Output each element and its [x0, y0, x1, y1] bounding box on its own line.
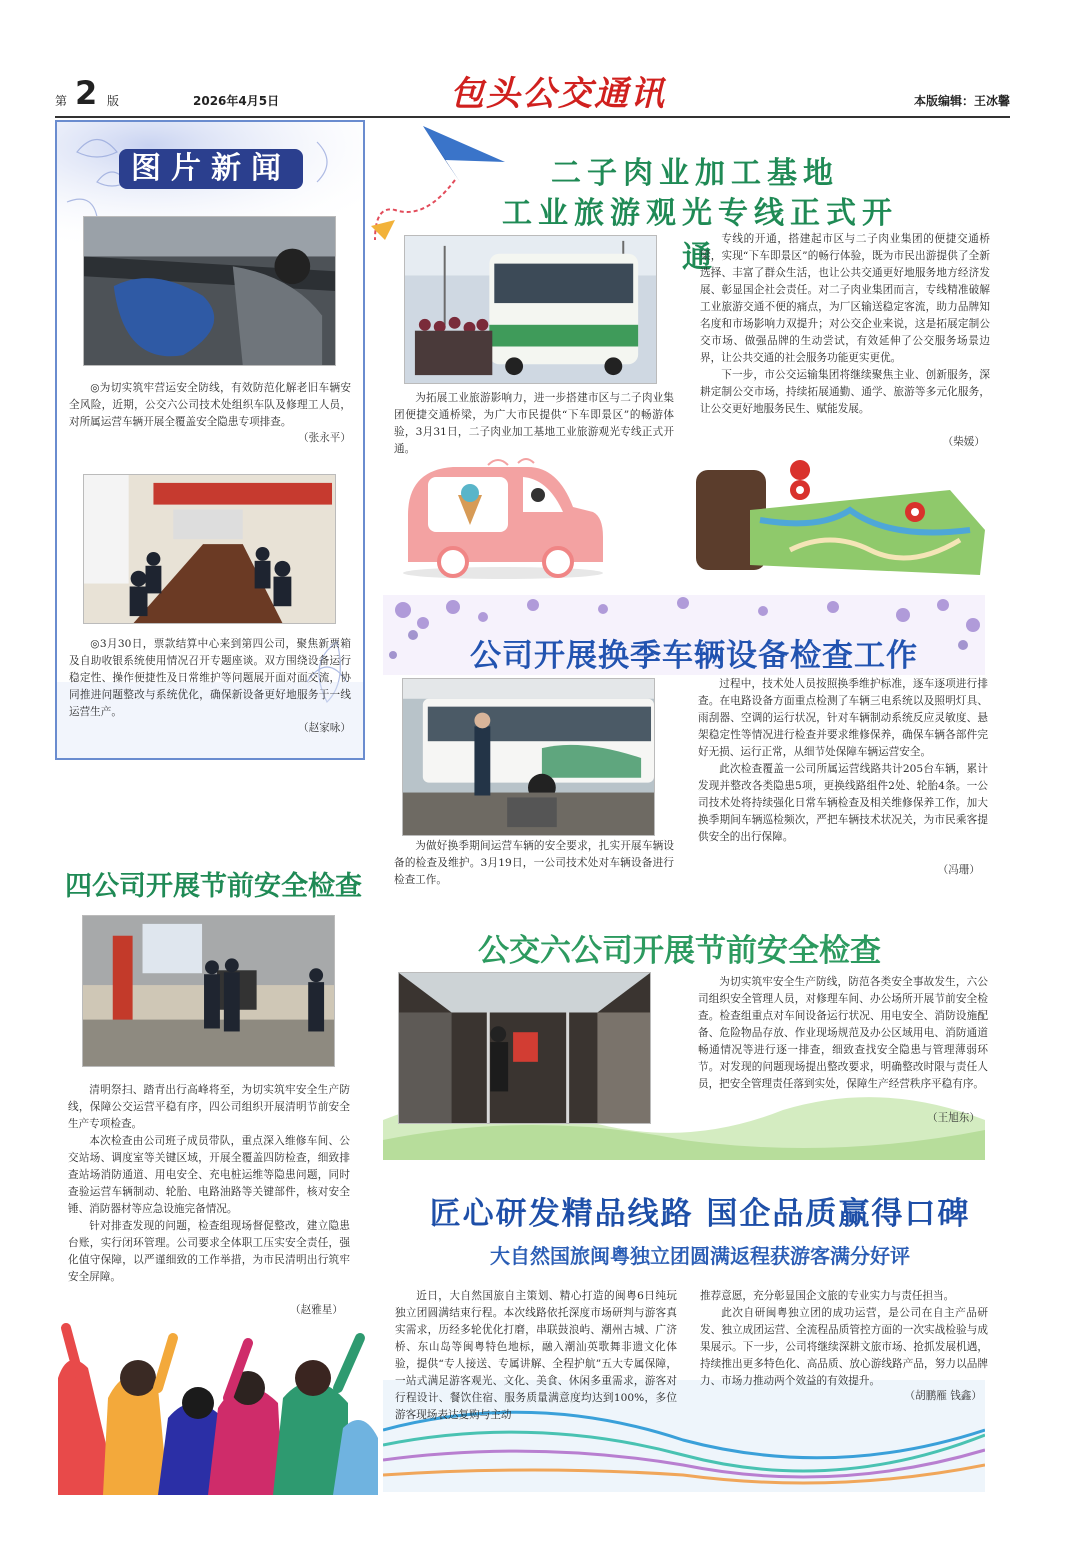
photo-co6-bus-interior — [398, 972, 651, 1124]
inspection-body: 过程中，技术处人员按照换季维护标准，逐车逐项进行排查。在电路设备方面重点检测了车辆三电系统以及照明灯具、雨刮器、空调的运行状况，针对车辆制动系统反应灵敏度、悬架稳定性等情况进行检查并要求维修保养，确保车辆各部件完好无损、运行正常，从细节处保障车辆运营安全。 此次检查覆盖一公司所属运营线路共计205台车辆，累计发现并整改各类隐患5项，更换线路组件2处、轮胎4条。一公司技术处将持续强化日常车辆检查及相关维修保养工作，加大换季期间车辆巡检频次，严把车辆技术状况关，为市民乘客提供安全的出行保障。 — [698, 678, 988, 843]
route-body-left: 近日，大自然国旅自主策划、精心打造的闽粤6日纯玩独立团圆满结束行程。本次线路依托深度市场研判与游客真实需求，历经多轮优化打磨，串联鼓浪屿、潮州古城、广济桥、东山岛等闽粤特色地标，融入潮汕英歌舞非遗文化体验，提供“专人接送、专属讲解、全程护航”五大专属保障，一站式满足游客观光、文化、美食、休闲多重需求，游客对行程设计、餐饮住宿、服务质量满意度均达到100%，多位游客现场表达复购与主动 — [395, 1290, 677, 1421]
route-title: 匠心研发精品线路 国企品质赢得口碑 — [429, 1196, 971, 1232]
co4-body: 清明祭扫、踏青出行高峰将至，为切实筑牢安全生产防线，保障公交运营平稳有序，四公司组织开展清明节前安全生产专项检查。 本次检查由公司班子成员带队，重点深入维修车间、公交站场、调度室等关键区域，开展全覆盖四防检查，细致排查站场消防通道、用电安全、充电桩运维等隐患问题，同时查验运营车辆制动、轮胎、电路油路等关键部件，核对安全锤、消防器材等应急设施完备情况。 针对排查发现的问题，检查组现场督促整改，建立隐患台账，实行闭环管理。公司要求全体职工压实安全责任，强化值守保障，以严谨细致的工作举措，为市民清明出行筑牢安全屏障。 — [68, 1084, 350, 1283]
inspection-caption: 为做好换季期间运营车辆的安全要求，扎实开展车辆设备的检查及维护。3月19日，一公司技术处对车辆设备进行检查工作。 — [394, 840, 674, 886]
inspection-title: 公司开展换季车辆设备检查工作 — [470, 638, 918, 674]
photo-meeting-room — [83, 474, 336, 624]
page-prefix: 第 — [55, 94, 68, 108]
tour-body: 专线的开通，搭建起市区与二子肉业集团的便捷交通桥梁，实现“下车即景区”的畅行体验，既为市民出游提供了全新选择、丰富了群众生活，也让公共交通更好地服务地方经济发展、彰显国企社会责任。对二子肉业集团而言，专线精准破解工业旅游交通不便的痛点，为厂区输送稳定客流，助力品牌知名度和市场影响力双提升；对公交企业来说，这是拓展定制公交市场、做强品牌的生动尝试，有效延伸了公交服务场景边界，让公共交通的社会服务功能更实更优。 下一步，市公交运输集团将继续聚焦主业、创新服务，深耕定制公交市场，持续拓展通勤、通学、旅游等多元化服务，让公交更好地服务民生、赋能发展。 — [700, 233, 990, 415]
tour-caption: 为拓展工业旅游影响力，进一步搭建市区与二子肉业集团便捷交通桥梁，为广大市民提供“下车即景区”的畅游体验，3月31日，二子肉业加工基地工业旅游观光专线正式开通。 — [394, 392, 674, 455]
photo-bus-undercarriage — [83, 216, 336, 366]
map-suitcase-illustration — [690, 450, 990, 590]
masthead: 包头公交通讯 — [450, 74, 666, 114]
pink-van-illustration — [398, 455, 608, 580]
photo-co4-workshop — [82, 915, 335, 1067]
page-number: 2 — [75, 74, 98, 112]
photo-news-author-1: （张永平） — [298, 432, 351, 444]
co4-author: （赵雅星） — [290, 1304, 343, 1316]
issue-date: 2026年4月5日 — [193, 94, 280, 108]
editor-credit: 本版编辑：王冰馨 — [913, 94, 1010, 108]
co6-body: 为切实筑牢安全生产防线，防范各类安全事故发生，六公司组织安全管理人员，对修理车间、办公场所开展节前安全检查。检查组重点对车间设备运行状况、用电安全、消防设施配备、危险物品存放、作业现场规范及办公区域用电、消防通道畅通情况等进行逐一排查，细致查找安全隐患与管理薄弱环节。对发现的问题现场提出整改要求，明确整改时限与责任人员，把安全管理责任落到实处，保障生产经营秩序平稳有序。 — [698, 976, 988, 1090]
tour-title-line1: 二子肉业加工基地 — [551, 156, 839, 191]
celebrating-people-illustration — [48, 1318, 380, 1495]
photo-news-box — [55, 120, 365, 760]
inspection-author: （冯珊） — [937, 864, 980, 876]
route-body-right: 推荐意愿，充分彰显国企文旅的专业实力与责任担当。 此次自研闽粤独立团的成功运营，是公司在自主产品研发、独立成团运营、全流程品质管控方面的一次实战检验与成果展示。下一步，公司将继续深耕文旅市场、抢抓发展机遇，持续推出更多特色化、高品质、放心游线路产品，努力以品牌力、市场力推动两个效益的有效提升。 — [700, 1290, 988, 1387]
photo-news-text-2: ◎3月30日，票款结算中心来到第四公司，聚焦新票箱及自助收银系统使用情况召开专题座谈。双方围绕设备运行稳定性、操作便捷性及日常维护等问题展开面对面交流，协同推进问题整改与系统优化，确保新设备更好地服务于一线运营生产。 — [69, 638, 351, 718]
co6-author: （王旭东） — [927, 1112, 980, 1124]
tour-author: （柴媛） — [942, 436, 985, 448]
page-header — [55, 74, 1010, 120]
photo-news-banner: 图片新闻 — [119, 149, 303, 189]
header-rule — [55, 116, 1010, 118]
photo-news-text-1: ◎为切实筑牢营运安全防线，有效防范化解老旧车辆安全风险，近期，公交六公司技术处组织车队及修理工人员，对所属运营车辆开展全覆盖安全隐患专项排查。 — [69, 382, 351, 428]
co6-title: 公交六公司开展节前安全检查 — [478, 933, 881, 969]
photo-bus-maintenance — [402, 678, 655, 836]
co4-title: 四公司开展节前安全检查 — [65, 871, 362, 902]
route-author: （胡鹏雁 钱鑫） — [904, 1390, 982, 1402]
route-subtitle: 大自然国旅闽粤独立团圆满返程获游客满分好评 — [490, 1244, 910, 1268]
page-suffix: 版 — [107, 94, 120, 108]
photo-tour-bus — [404, 235, 657, 384]
tour-title-line2: 工业旅游观光专线正式开通 — [502, 196, 898, 275]
photo-news-author-2: （赵家咏） — [298, 722, 351, 734]
